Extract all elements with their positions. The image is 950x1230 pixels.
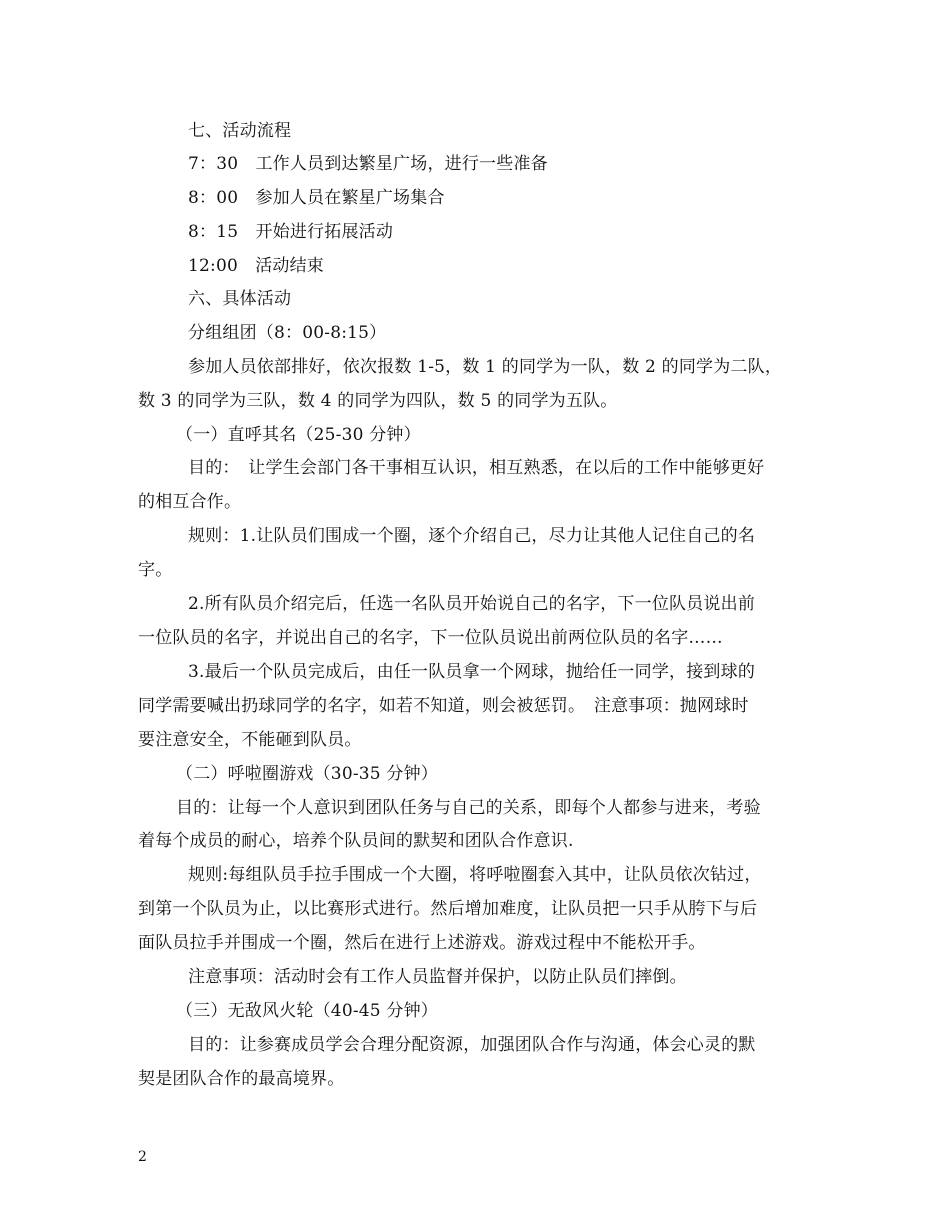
paragraph-line: 参加人员依部排好，依次报数 1-5，数 1 的同学为一队，数 2 的同学为二队， <box>188 357 783 377</box>
paragraph-line: 3.最后一个队员完成后，由任一队员拿一个网球，抛给任一同学，接到球的 <box>188 662 756 682</box>
schedule-item: 7：30 工作人员到达繁星广场，进行一些准备 <box>188 154 548 174</box>
paragraph-line: 到第一个队员为止，以比赛形式进行。然后增加难度，让队员把一只手从胯下与后 <box>138 899 758 919</box>
paragraph-line: 数 3 的同学为三队，数 4 的同学为四队，数 5 的同学为五队。 <box>138 391 618 411</box>
paragraph-line: 目的： 让学生会部门各干事相互认识，相互熟悉，在以后的工作中能够更好 <box>188 458 765 478</box>
paragraph-line: 目的：让每一个人意识到团队任务与自己的关系，即每个人都参与进来，考验 <box>176 798 761 818</box>
paragraph-line: 着每个成员的耐心，培养个队员间的默契和团队合作意识. <box>138 831 574 851</box>
subsection-heading-grouping: 分组组团（8：00-8:15） <box>188 323 387 343</box>
page-number: 2 <box>138 1149 147 1165</box>
paragraph-line: 的相互合作。 <box>138 492 242 512</box>
activity-heading-1: （一）直呼其名（25-30 分钟） <box>176 425 421 445</box>
schedule-item: 12:00 活动结束 <box>188 256 324 276</box>
section-heading-specific-activities: 六、具体活动 <box>188 289 292 309</box>
paragraph-line: 2.所有队员介绍完后，任选一名队员开始说自己的名字，下一位队员说出前 <box>188 594 756 614</box>
paragraph-line: 面队员拉手并围成一个圈，然后在进行上述游戏。游戏过程中不能松开手。 <box>138 933 706 953</box>
schedule-item: 8：15 开始进行拓展活动 <box>188 222 394 242</box>
paragraph-line: 规则：1.让队员们围成一个圈，逐个介绍自己，尽力让其他人记住自己的名 <box>188 526 756 546</box>
paragraph-line: 字。 <box>138 560 173 580</box>
schedule-item: 8：00 参加人员在繁星广场集合 <box>188 188 445 208</box>
section-heading-activity-flow: 七、活动流程 <box>188 121 292 141</box>
paragraph-line: 要注意安全，不能砸到队员。 <box>138 730 362 750</box>
paragraph-line: 规则:每组队员手拉手围成一个大圈，将呼啦圈套入其中，让队员依次钻过， <box>188 865 762 885</box>
paragraph-line: 目的：让参赛成员学会合理分配资源，加强团队合作与沟通，体会心灵的默 <box>188 1035 756 1055</box>
paragraph-line: 注意事项：活动时会有工作人员监督并保护，以防止队员们摔倒。 <box>188 967 687 987</box>
paragraph-line: 契是团队合作的最高境界。 <box>138 1069 345 1089</box>
paragraph-line: 一位队员的名字，并说出自己的名字，下一位队员说出前两位队员的名字…… <box>138 628 723 648</box>
paragraph-line: 同学需要喊出扔球同学的名字，如若不知道，则会被惩罚。 注意事项：抛网球时 <box>138 696 749 716</box>
activity-heading-2: （二）呼啦圈游戏（30-35 分钟） <box>176 764 439 784</box>
activity-heading-3: （三）无敌风火轮（40-45 分钟） <box>176 1001 439 1021</box>
